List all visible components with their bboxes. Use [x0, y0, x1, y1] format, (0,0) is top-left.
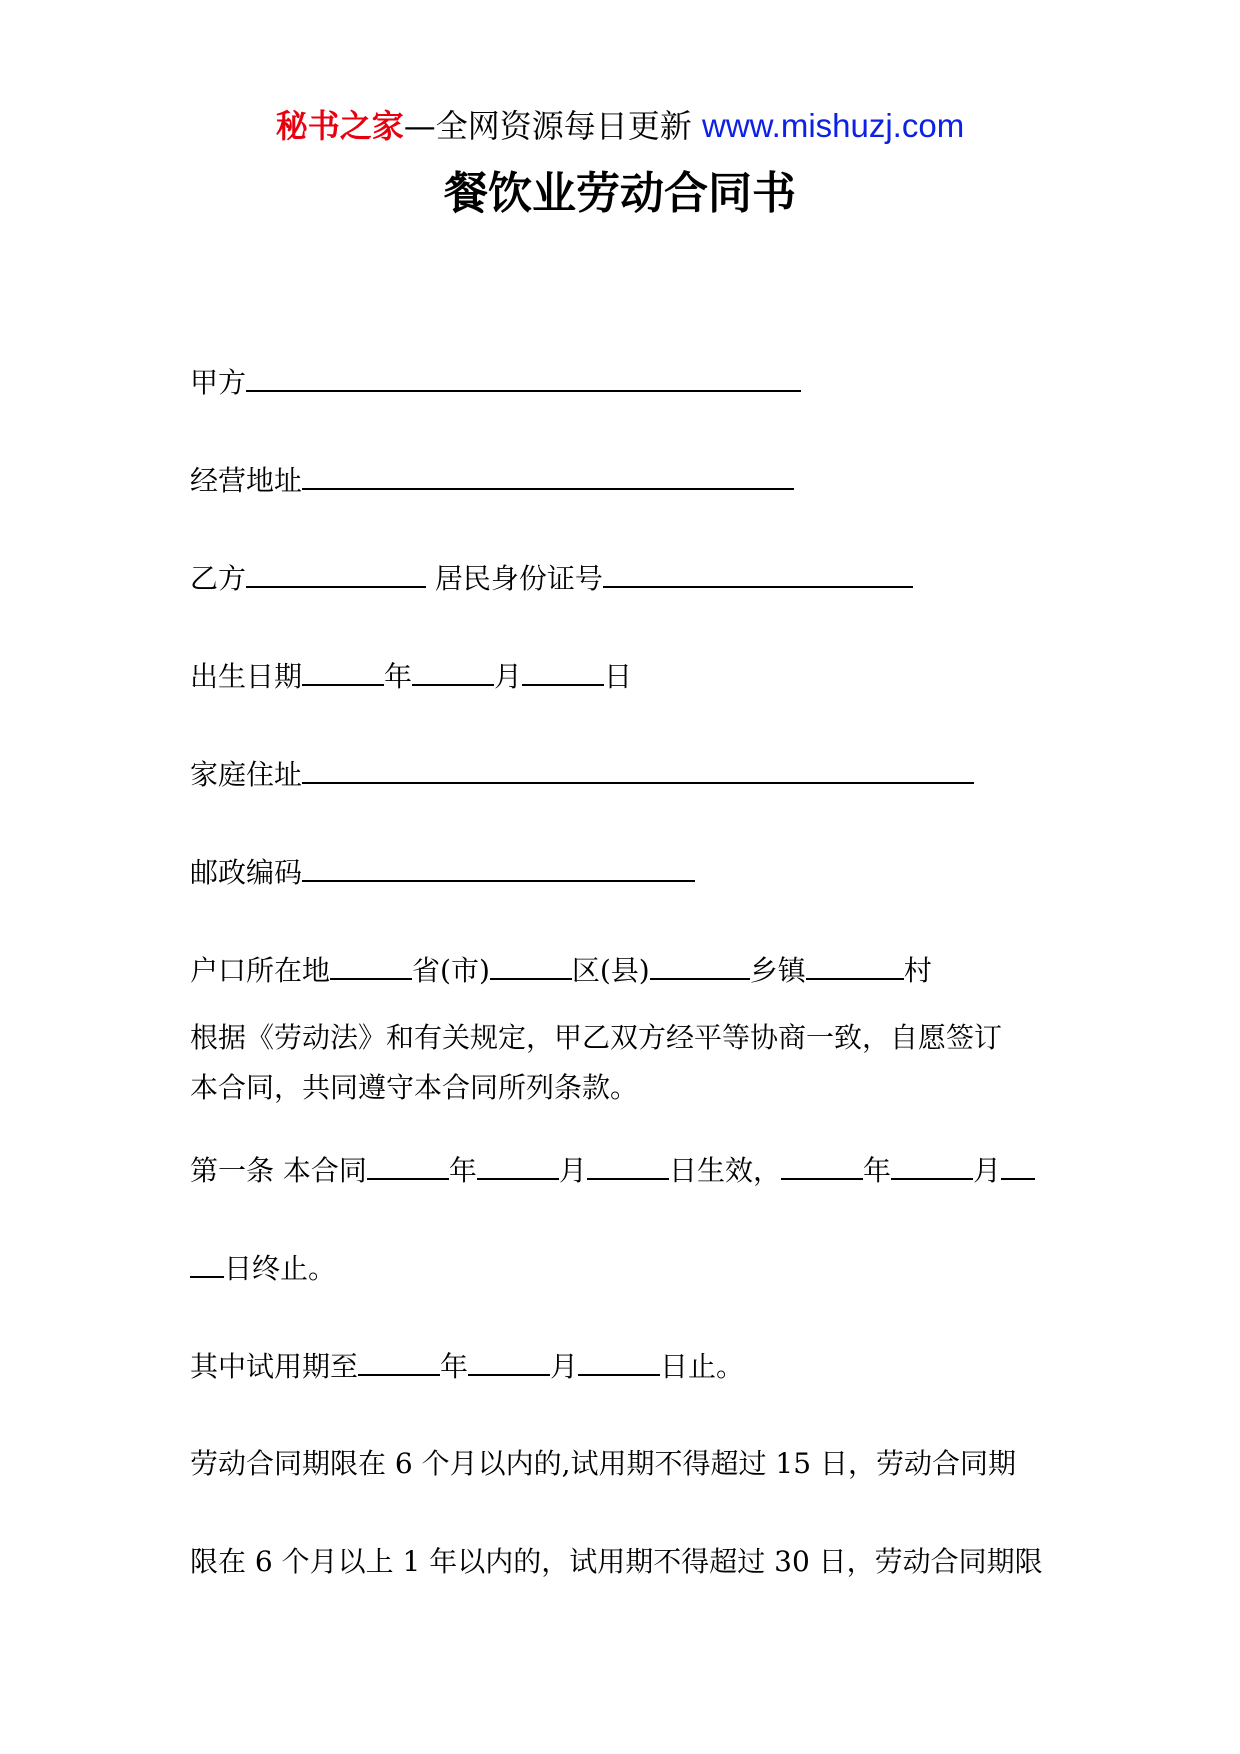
month-text: 月 — [550, 1350, 579, 1383]
district-text: 区(县) — [571, 954, 650, 987]
article1-prefix: 第一条 本合同 — [190, 1154, 367, 1187]
site-header — [0, 104, 1240, 148]
postcode-blank[interactable] — [302, 852, 695, 882]
end-day-blank-part2[interactable] — [190, 1248, 224, 1278]
year-text: 年 — [440, 1350, 469, 1383]
birth-day-blank[interactable] — [522, 656, 604, 686]
slogan: —全网资源每日更新 — [403, 107, 692, 145]
birth-month-blank[interactable] — [412, 656, 494, 686]
year-text: 年 — [384, 660, 413, 693]
year-text: 年 — [862, 1154, 891, 1187]
probation-day-blank[interactable] — [578, 1346, 660, 1376]
postcode-line — [190, 852, 695, 893]
postcode-label: 邮政编码 — [190, 856, 303, 889]
start-year-blank[interactable] — [367, 1150, 449, 1180]
district-blank[interactable] — [490, 950, 572, 980]
article1-end-line — [190, 1248, 336, 1289]
party-b-line — [190, 558, 913, 599]
brand-name: 秘书之家 — [275, 107, 404, 145]
birth-label: 出生日期 — [190, 660, 303, 693]
article1-line — [190, 1150, 1035, 1191]
home-line — [190, 754, 974, 795]
village-text: 村 — [903, 954, 932, 987]
birth-year-blank[interactable] — [302, 656, 384, 686]
home-blank[interactable] — [302, 754, 974, 784]
rule-line-2: 限在 6 个月以上 1 年以内的，试用期不得超过 30 日，劳动合同期限 — [190, 1545, 1043, 1578]
start-month-blank[interactable] — [477, 1150, 559, 1180]
effective-text: 日生效， — [668, 1154, 781, 1187]
start-day-blank[interactable] — [587, 1150, 669, 1180]
document-title: 餐饮业劳动合同书 — [444, 168, 796, 219]
probation-month-blank[interactable] — [468, 1346, 550, 1376]
birth-line — [190, 656, 632, 697]
party-a-label: 甲方 — [190, 366, 247, 399]
month-text: 月 — [558, 1154, 587, 1187]
address-line — [190, 460, 794, 501]
address-label: 经营地址 — [190, 464, 303, 497]
preamble-line-1: 根据《劳动法》和有关规定，甲乙双方经平等协商一致，自愿签订 — [190, 1021, 1003, 1054]
month-text: 月 — [972, 1154, 1001, 1187]
end-text: 日终止。 — [224, 1252, 337, 1285]
probation-end-text: 日止。 — [660, 1350, 745, 1383]
home-label: 家庭住址 — [190, 758, 303, 791]
hukou-line — [190, 950, 932, 991]
province-blank[interactable] — [330, 950, 412, 980]
party-a-blank[interactable] — [246, 362, 801, 392]
probation-year-blank[interactable] — [358, 1346, 440, 1376]
end-month-blank[interactable] — [891, 1150, 973, 1180]
probation-prefix: 其中试用期至 — [190, 1350, 359, 1383]
party-b-label: 乙方 — [190, 562, 247, 595]
preamble-line-2: 本合同，共同遵守本合同所列条款。 — [190, 1071, 639, 1104]
town-blank[interactable] — [650, 950, 750, 980]
id-label: 居民身份证号 — [434, 562, 603, 595]
town-text: 乡镇 — [749, 954, 806, 987]
day-text: 日 — [604, 660, 633, 693]
hukou-label: 户口所在地 — [190, 954, 331, 987]
probation-line — [190, 1346, 744, 1387]
end-year-blank[interactable] — [781, 1150, 863, 1180]
site-url[interactable]: www.mishuzj.com — [701, 107, 965, 144]
rule-line-1: 劳动合同期限在 6 个月以内的,试用期不得超过 15 日，劳动合同期 — [190, 1447, 1016, 1480]
address-blank[interactable] — [302, 460, 794, 490]
party-b-blank[interactable] — [246, 558, 426, 588]
month-text: 月 — [494, 660, 523, 693]
year-text: 年 — [448, 1154, 477, 1187]
end-day-blank-part1[interactable] — [1001, 1150, 1035, 1180]
id-blank[interactable] — [603, 558, 913, 588]
village-blank[interactable] — [806, 950, 904, 980]
party-a-line — [190, 362, 801, 403]
province-text: 省(市) — [412, 954, 490, 987]
